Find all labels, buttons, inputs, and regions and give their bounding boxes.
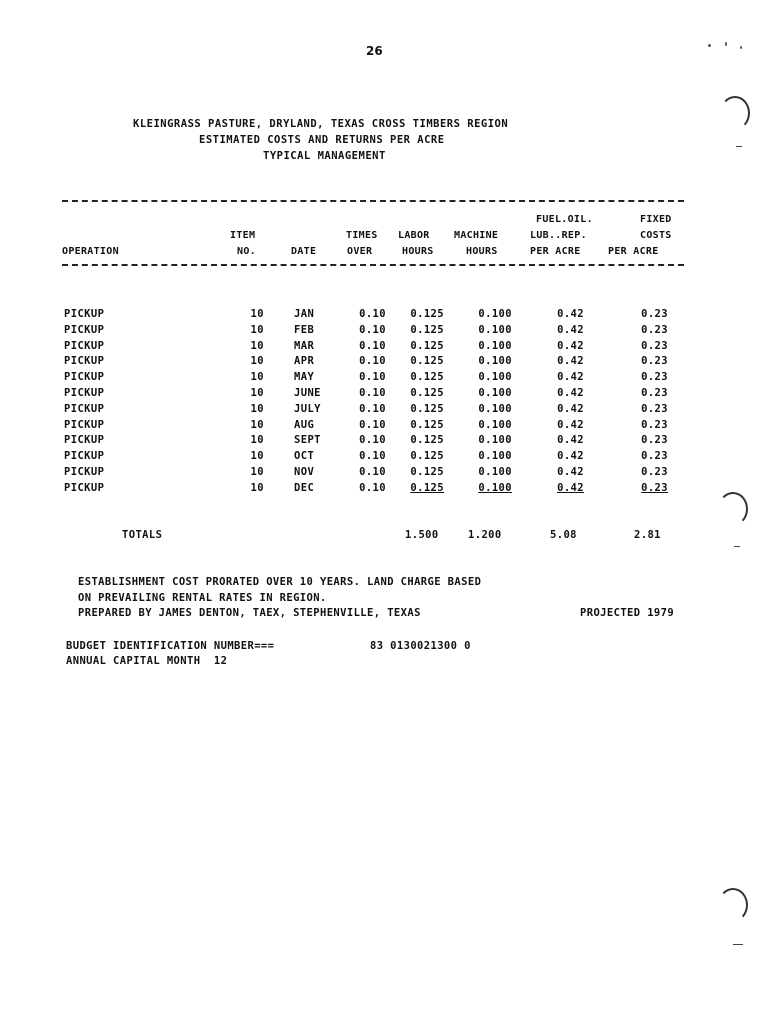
scan-mark-mid (718, 492, 748, 526)
cell-fuel-per-acre: 0.42 (557, 308, 584, 320)
cell-date: NOV (294, 466, 315, 478)
cell-date: APR (294, 355, 315, 368)
cell-machine-hours: 0.100 (478, 323, 512, 336)
cell-operation: PICKUP (64, 308, 105, 320)
header-machine-hours: HOURS (466, 246, 498, 257)
header-item-no: NO. (237, 246, 256, 257)
cell-operation: PICKUP (64, 402, 105, 415)
totals-fuel: 5.08 (550, 529, 577, 541)
cell-operation: PICKUP (64, 466, 105, 478)
cell-times-over: 0.10 (359, 481, 386, 494)
cell-date: MAR (294, 339, 315, 352)
totals-machine: 1.200 (468, 529, 502, 541)
cell-date: MAY (294, 371, 315, 384)
scan-speck (740, 46, 742, 49)
cell-operation: PICKUP (64, 434, 105, 447)
cell-fixed-costs: 0.23 (641, 323, 668, 336)
cell-operation: PICKUP (64, 371, 105, 384)
cell-fixed-costs: 0.23 (641, 418, 668, 431)
totals-fixed: 2.81 (634, 529, 661, 541)
cell-item-no: 10 (250, 308, 264, 320)
cell-fixed-costs: 0.23 (641, 434, 668, 447)
cell-item-no: 10 (250, 339, 264, 352)
cell-fuel-per-acre: 0.42 (557, 450, 584, 463)
cell-machine-hours: 0.100 (478, 308, 512, 320)
cell-fixed-costs: 0.23 (641, 308, 668, 320)
cell-fuel-per-acre: 0.42 (557, 355, 584, 368)
cell-item-no: 10 (250, 402, 264, 415)
cell-item-no: 10 (250, 434, 264, 447)
cell-times-over: 0.10 (359, 355, 386, 368)
cell-operation: PICKUP (64, 323, 105, 336)
cell-operation: PICKUP (64, 418, 105, 431)
cell-fixed-costs: 0.23 (641, 355, 668, 368)
header-item: ITEM (230, 230, 256, 241)
cell-fuel-per-acre: 0.42 (557, 434, 584, 447)
cell-operation: PICKUP (64, 339, 105, 352)
cell-labor-hours: 0.125 (410, 323, 444, 336)
cell-labor-hours: 0.125 (410, 450, 444, 463)
cell-machine-hours: 0.100 (478, 387, 512, 399)
cell-fixed-costs: 0.23 (641, 481, 668, 494)
note-line-3: PREPARED BY JAMES DENTON, TAEX, STEPHENVILLE, TEXAS (78, 607, 421, 619)
cell-date: JULY (294, 402, 321, 415)
header-times: TIMES (346, 230, 378, 241)
cell-fuel-per-acre: 0.42 (557, 371, 584, 384)
projected-year: PROJECTED 1979 (580, 607, 675, 619)
note-line-1: ESTABLISHMENT COST PRORATED OVER 10 YEARS. LAND CHARGE BASED (78, 576, 482, 588)
header-top-rule (62, 200, 684, 202)
header-date: DATE (291, 246, 317, 257)
cell-machine-hours: 0.100 (478, 466, 512, 478)
header-times-over: OVER (347, 246, 373, 257)
cell-item-no: 10 (250, 323, 264, 336)
report-title: KLEINGRASS PASTURE, DRYLAND, TEXAS CROSS TIMBERS REGION (133, 118, 509, 130)
budget-id-value: 83 0130021300 0 (370, 640, 471, 652)
cell-item-no: 10 (250, 481, 264, 494)
scan-tick (733, 944, 743, 945)
cell-times-over: 0.10 (359, 371, 386, 384)
cell-times-over: 0.10 (359, 418, 386, 431)
cell-fixed-costs: 0.23 (641, 450, 668, 463)
cell-date: OCT (294, 450, 315, 463)
cell-machine-hours: 0.100 (478, 418, 512, 431)
cell-machine-hours: 0.100 (478, 481, 512, 494)
cell-item-no: 10 (250, 450, 264, 463)
cell-machine-hours: 0.100 (478, 402, 512, 415)
note-line-2: ON PREVAILING RENTAL RATES IN REGION. (78, 592, 327, 604)
cell-fuel-per-acre: 0.42 (557, 339, 584, 352)
cell-times-over: 0.10 (359, 402, 386, 415)
cell-item-no: 10 (250, 418, 264, 431)
cell-operation: PICKUP (64, 355, 105, 368)
cell-labor-hours: 0.125 (410, 434, 444, 447)
cell-machine-hours: 0.100 (478, 339, 512, 352)
header-labor-hours: HOURS (402, 246, 434, 257)
cell-date: FEB (294, 323, 315, 336)
cell-labor-hours: 0.125 (410, 371, 444, 384)
cell-machine-hours: 0.100 (478, 355, 512, 368)
scan-speck (708, 44, 711, 47)
cell-fuel-per-acre: 0.42 (557, 402, 584, 415)
cell-labor-hours: 0.125 (410, 308, 444, 320)
cell-operation: PICKUP (64, 387, 105, 399)
cell-fuel-per-acre: 0.42 (557, 387, 584, 399)
cell-fuel-per-acre: 0.42 (557, 323, 584, 336)
cell-fixed-costs: 0.23 (641, 371, 668, 384)
cell-labor-hours: 0.125 (410, 481, 444, 494)
report-subtitle: ESTIMATED COSTS AND RETURNS PER ACRE (199, 134, 445, 146)
budget-id-label: BUDGET IDENTIFICATION NUMBER=== (66, 640, 275, 652)
cell-item-no: 10 (250, 387, 264, 399)
header-fixed-costs: COSTS (640, 230, 672, 241)
cell-labor-hours: 0.125 (410, 466, 444, 478)
cell-machine-hours: 0.100 (478, 371, 512, 384)
page-number: 26 (366, 44, 383, 58)
cell-item-no: 10 (250, 355, 264, 368)
cell-operation: PICKUP (64, 450, 105, 463)
cell-fuel-per-acre: 0.42 (557, 481, 584, 494)
header-fixed-per-acre: PER ACRE (608, 246, 659, 257)
cell-labor-hours: 0.125 (410, 355, 444, 368)
cell-fuel-per-acre: 0.42 (557, 466, 584, 478)
cell-machine-hours: 0.100 (478, 434, 512, 447)
scan-speck (725, 42, 727, 46)
cell-date: DEC (294, 481, 315, 494)
cell-date: JAN (294, 308, 315, 320)
totals-labor: 1.500 (405, 529, 439, 541)
scan-mark-bottom (718, 888, 748, 922)
cell-times-over: 0.10 (359, 339, 386, 352)
cell-date: SEPT (294, 434, 321, 447)
cell-fixed-costs: 0.23 (641, 339, 668, 352)
cell-date: JUNE (294, 387, 321, 399)
cell-labor-hours: 0.125 (410, 402, 444, 415)
header-labor: LABOR (398, 230, 430, 241)
scan-tick (734, 546, 740, 547)
report-subtitle-2: TYPICAL MANAGEMENT (263, 150, 386, 162)
cell-fuel-per-acre: 0.42 (557, 418, 584, 431)
cell-labor-hours: 0.125 (410, 339, 444, 352)
scan-mark-top (720, 96, 750, 130)
cell-item-no: 10 (250, 466, 264, 478)
header-machine: MACHINE (454, 230, 499, 241)
totals-label: TOTALS (122, 529, 163, 541)
cell-labor-hours: 0.125 (410, 387, 444, 399)
header-fuel-per-acre: PER ACRE (530, 246, 581, 257)
cell-fixed-costs: 0.23 (641, 387, 668, 399)
cell-times-over: 0.10 (359, 387, 386, 399)
cell-times-over: 0.10 (359, 308, 386, 320)
cell-fixed-costs: 0.23 (641, 466, 668, 478)
cell-operation: PICKUP (64, 481, 105, 494)
cell-item-no: 10 (250, 371, 264, 384)
cell-date: AUG (294, 418, 315, 431)
cell-times-over: 0.10 (359, 466, 386, 478)
annual-capital-month: ANNUAL CAPITAL MONTH 12 (66, 655, 228, 667)
header-fixed: FIXED (640, 214, 672, 225)
header-fuel-lub: LUB..REP. (530, 230, 587, 241)
scan-tick (736, 146, 742, 147)
cell-times-over: 0.10 (359, 450, 386, 463)
cell-times-over: 0.10 (359, 434, 386, 447)
header-operation: OPERATION (62, 246, 119, 257)
cell-machine-hours: 0.100 (478, 450, 512, 463)
header-bottom-rule (62, 264, 684, 266)
cell-times-over: 0.10 (359, 323, 386, 336)
cell-labor-hours: 0.125 (410, 418, 444, 431)
header-fuel: FUEL.OIL. (536, 214, 593, 225)
cell-fixed-costs: 0.23 (641, 402, 668, 415)
